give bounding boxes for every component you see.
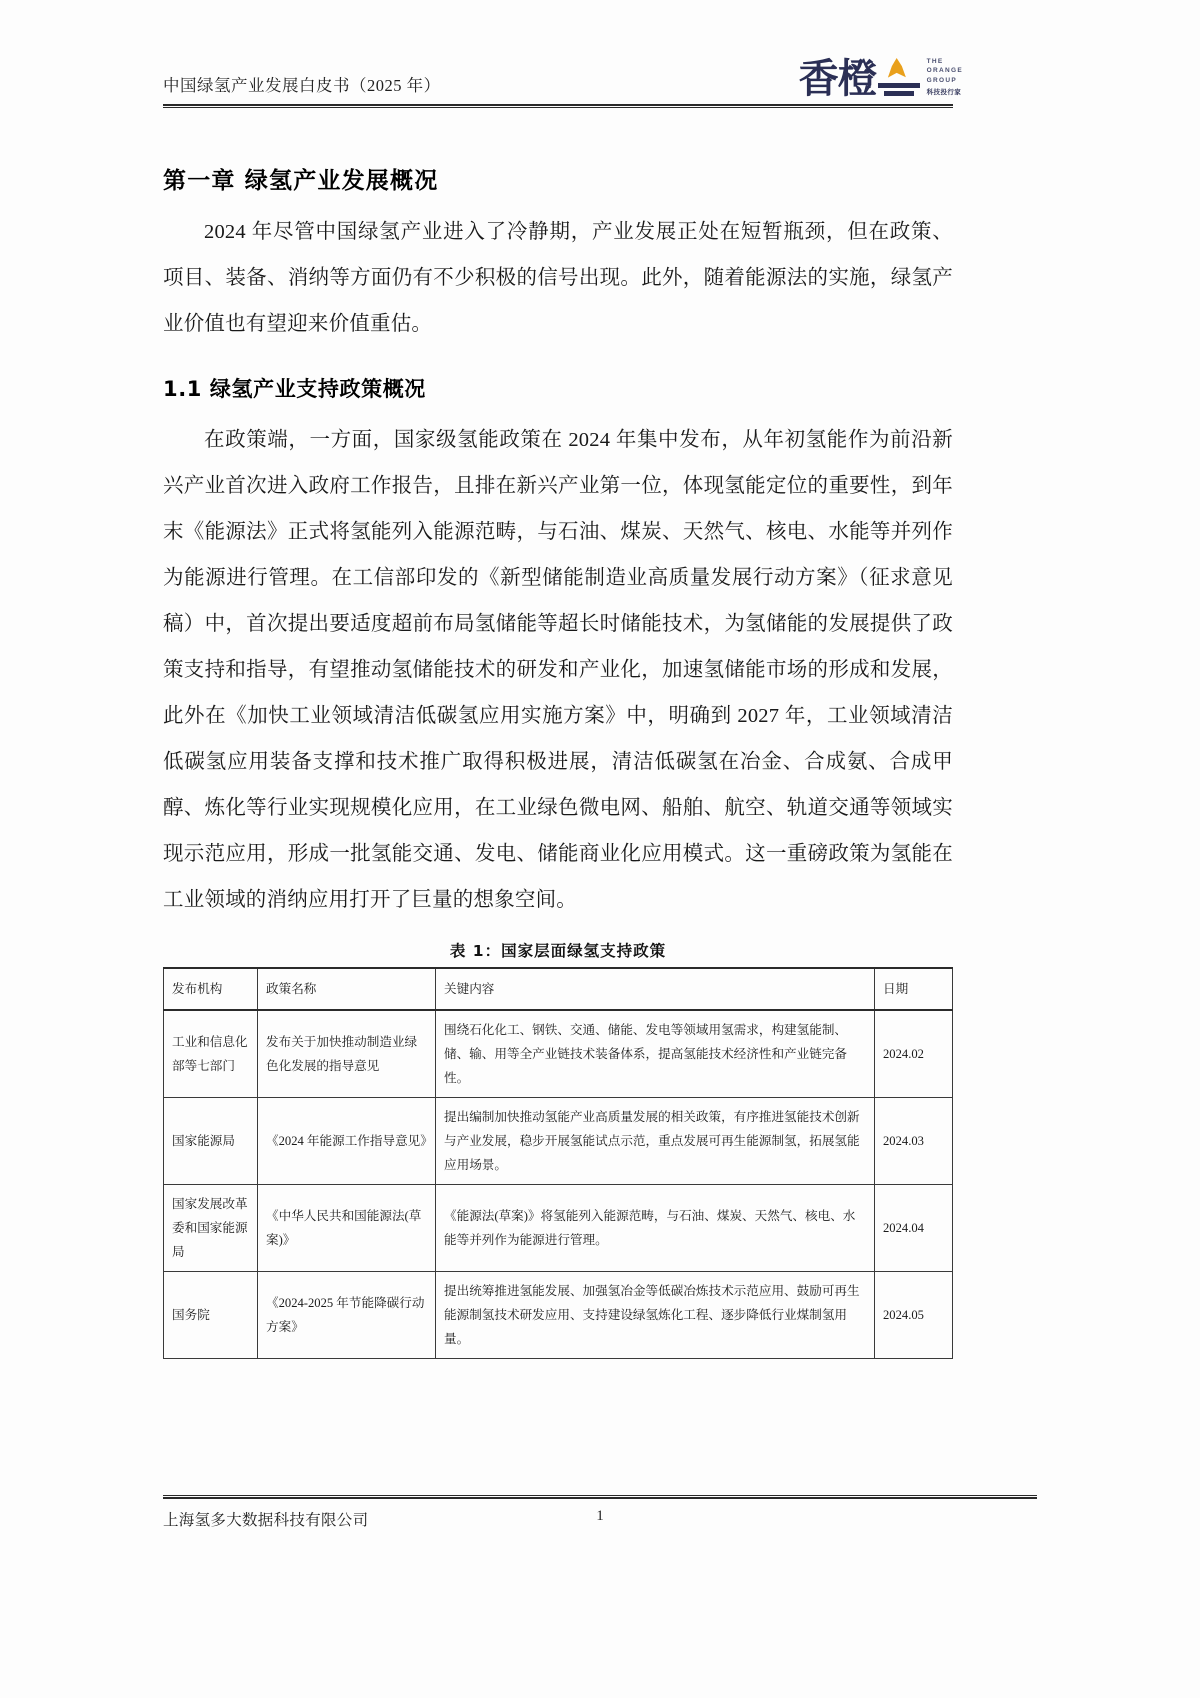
- page-footer: [163, 1495, 1037, 1530]
- page-header: [163, 0, 963, 130]
- cell-date: 2024.03: [875, 1098, 953, 1185]
- table-row: [164, 1272, 953, 1359]
- logo-bar-top: [878, 83, 920, 88]
- cell-key: 提出编制加快推动氢能产业高质量发展的相关政策，有序推进氢能技术创新与产业发展，稳步开展氢能试点示范，重点发展可再生能源制氢，拓展氢能应用场景。: [436, 1098, 875, 1185]
- cell-name: 《中华人民共和国能源法(草案)》: [258, 1185, 436, 1272]
- policy-table-body: [164, 1010, 953, 1359]
- cell-name: 发布关于加快推动制造业绿色化发展的指导意见: [258, 1010, 436, 1098]
- table-row: [164, 1010, 953, 1098]
- orange-flame-icon: [878, 58, 920, 98]
- brand-logo: [798, 56, 963, 102]
- table-caption: 表 1：国家层面绿氢支持政策: [449, 942, 667, 960]
- logo-chinese-text: [798, 56, 921, 102]
- column-header-date: 日期: [875, 968, 953, 1010]
- logo-bar-bottom: [884, 91, 914, 96]
- cell-key: 提出统筹推进氢能发展、加强氢冶金等低碳冶炼技术示范应用、鼓励可再生能源制氢技术研发应用、支持建设绿氢炼化工程、逐步降低行业煤制氢用量。: [436, 1272, 875, 1359]
- logo-en-line2: ORANGE: [926, 67, 963, 75]
- cell-date: 2024.02: [875, 1010, 953, 1098]
- cell-org: 国务院: [164, 1272, 258, 1359]
- column-header-key: 关键内容: [436, 968, 875, 1010]
- logo-char-left: 香橙: [798, 56, 877, 102]
- policy-table-head: [164, 968, 953, 1010]
- page-number: 1: [596, 1508, 604, 1524]
- table-row: [164, 1185, 953, 1272]
- logo-en-line1: THE: [926, 57, 944, 65]
- header-document-title: 中国绿氢产业发展白皮书（2025 年）: [163, 76, 441, 95]
- section-heading-1-1: 1.1 绿氢产业支持政策概况: [163, 377, 426, 401]
- cell-key: 《能源法(草案)》将氢能列入能源范畴，与石油、煤炭、天然气、核电、水能等并列作为能源进行管理。: [436, 1185, 875, 1272]
- chapter-intro-paragraph: 2024 年尽管中国绿氢产业进入了冷静期，产业发展正处在短暂瓶颈，但在政策、项目、装备、消纳等方面仍有不少积极的信号出现。此外，随着能源法的实施，绿氢产业价值也有望迎来价值重估。: [163, 221, 953, 335]
- footer-row: [163, 1508, 1037, 1530]
- cell-name: 《2024-2025 年节能降碳行动方案》: [258, 1272, 436, 1359]
- cell-org: 国家发展改革委和国家能源局: [164, 1185, 258, 1272]
- logo-subtext: [927, 57, 963, 98]
- policy-table: [163, 967, 953, 1359]
- chapter-heading: 第一章 绿氢产业发展概况: [163, 168, 439, 194]
- page-content: [163, 0, 963, 1359]
- footer-company-name: 上海氢多大数据科技有限公司: [163, 1512, 369, 1529]
- section-body-paragraph: 在政策端，一方面，国家级氢能政策在 2024 年集中发布，从年初氢能作为前沿新兴产业首次进入政府工作报告，且排在新兴产业第一位，体现氢能定位的重要性，到年末《能源法》正式将氢能列入能源范畴，与石油、煤炭、天然气、核电、水能等并列作为能源进行管理。在工信部印发的《新型储能制造业高质量发展行动方案》（征求意见稿）中，首次提出要适度超前布局氢储能等超长时储能技术，为氢储能的发展提供了政策支持和指导，有望推动氢储能技术的研发和产业化，加速氢储能市场的形成和发展，此外在《加快工业领域清洁低碳氢应用实施方案》中，明确到 2027 年，工业领域清洁低碳氢应用装备支撑和技术推广取得积极进展，清洁低碳氢在冶金、合成氨、合成甲醇、炼化等行业实现规模化应用，在工业绿色微电网、船舶、航空、轨道交通等领域实现示范应用，形成一批氢能交通、发电、储能商业化应用模式。这一重磅政策为氢能在工业领域的消纳应用打开了巨量的想象空间。: [163, 429, 953, 911]
- logo-en-line3: GROUP: [926, 76, 957, 84]
- header-divider: [163, 104, 953, 108]
- cell-date: 2024.05: [875, 1272, 953, 1359]
- cell-date: 2024.04: [875, 1185, 953, 1272]
- footer-divider: [163, 1495, 1037, 1499]
- flame-shape: [887, 58, 907, 82]
- cell-org: 国家能源局: [164, 1098, 258, 1185]
- cell-key: 围绕石化化工、钢铁、交通、储能、发电等领域用氢需求，构建氢能制、储、输、用等全产业链技术装备体系，提高氢能技术经济性和产业链完备性。: [436, 1010, 875, 1098]
- cell-name: 《2024 年能源工作指导意见》: [258, 1098, 436, 1185]
- table-row: [164, 1098, 953, 1185]
- table-header-row: [164, 968, 953, 1010]
- cell-org: 工业和信息化部等七部门: [164, 1010, 258, 1098]
- column-header-org: 发布机构: [164, 968, 258, 1010]
- logo-cn-tagline: 科技投行家: [926, 88, 962, 96]
- column-header-name: 政策名称: [258, 968, 436, 1010]
